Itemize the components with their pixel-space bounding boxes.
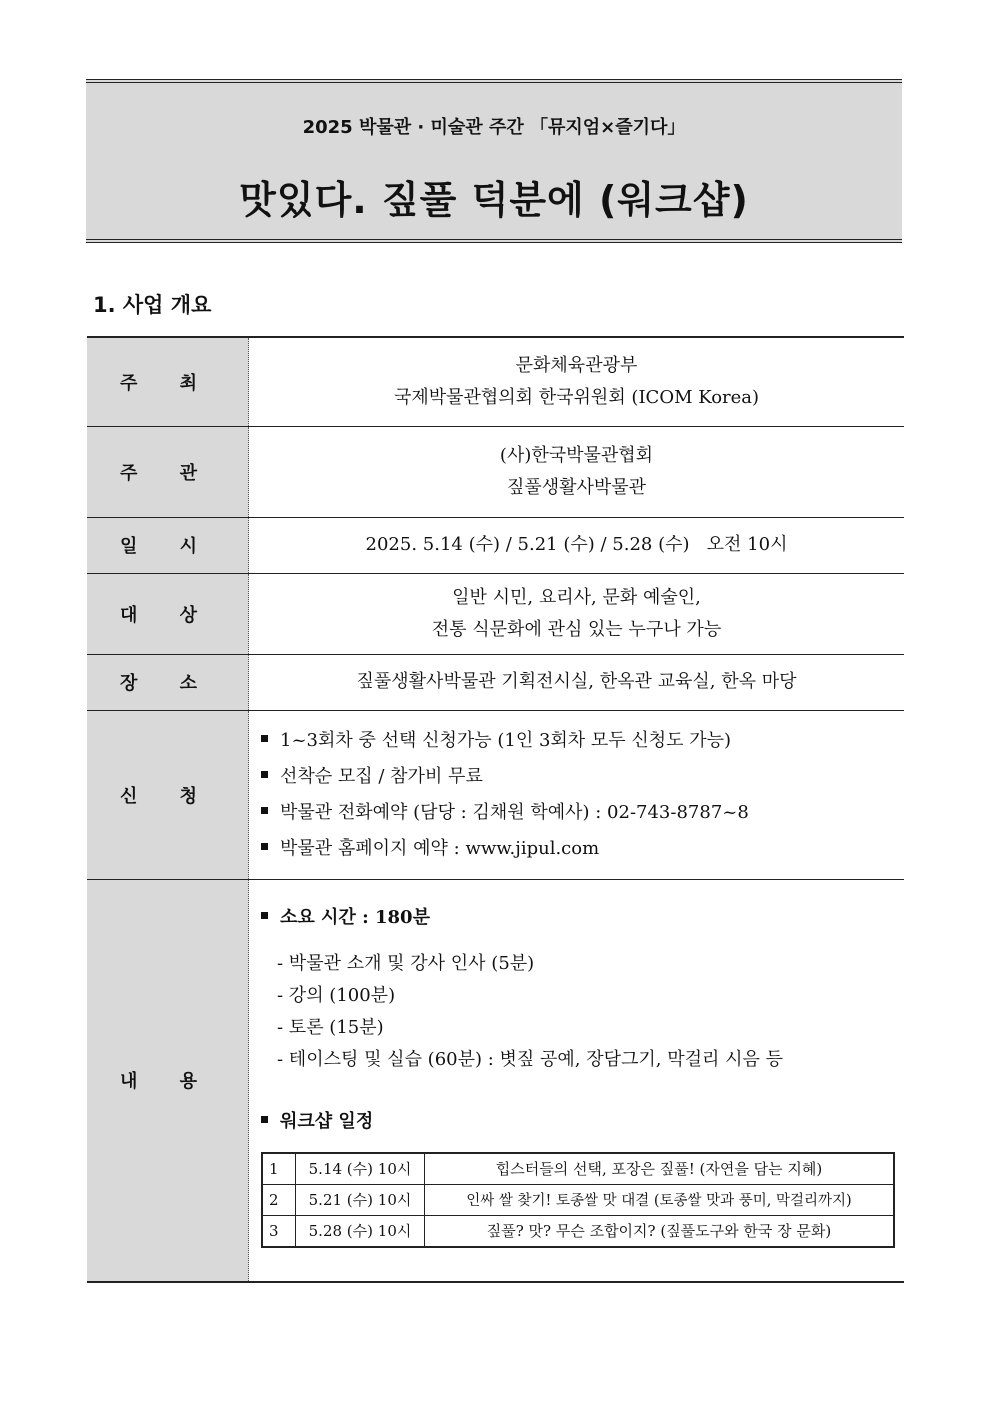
row-place (87, 654, 904, 710)
label-place: 장 소 (87, 654, 249, 710)
apply-item (249, 795, 904, 831)
apply-item-text: 박물관 전화예약 (담당 : 김채원 학예사) : 02-743-8787~8 (280, 801, 749, 823)
schedule-table (261, 1152, 895, 1248)
value-apply (249, 710, 905, 879)
target-line: 전통 식문화에 관심 있는 누구나 가능 (431, 618, 722, 640)
target-line: 일반 시민, 요리사, 문화 예술인, (452, 586, 701, 608)
schedule-no: 3 (262, 1215, 296, 1247)
program-part: - 강의 (100분) (277, 984, 396, 1006)
schedule-no: 1 (262, 1153, 296, 1185)
label-organizer: 주 관 (87, 426, 249, 517)
program-part: - 토론 (15분) (277, 1016, 384, 1038)
row-organizer (87, 426, 904, 517)
label-content: 내 용 (87, 879, 249, 1282)
value-content (249, 879, 905, 1282)
duration-text: 소요 시간 : 180분 (280, 906, 430, 928)
label-date: 일 시 (87, 517, 249, 573)
value-host (249, 337, 905, 426)
bullet-square-icon (261, 912, 268, 919)
schedule-date: 5.28 (수) 10시 (296, 1215, 425, 1247)
label-target: 대 상 (87, 573, 249, 654)
duration-item (249, 900, 904, 936)
schedule-heading (249, 1104, 904, 1140)
apply-item (249, 759, 904, 795)
value-place: 짚풀생활사박물관 기획전시실, 한옥관 교육실, 한옥 마당 (356, 671, 797, 692)
row-date (87, 517, 904, 573)
row-target (87, 573, 904, 654)
page-title: 맛있다. 짚풀 덕분에 (워크샵) (239, 178, 749, 222)
value-date: 2025. 5.14 (수) / 5.21 (수) / 5.28 (수) 오전 10시 (365, 534, 788, 555)
apply-item (249, 723, 904, 759)
row-apply (87, 710, 904, 879)
schedule-no: 2 (262, 1184, 296, 1215)
schedule-date: 5.21 (수) 10시 (296, 1184, 425, 1215)
schedule-row (262, 1184, 894, 1215)
host-line: 문화체육관광부 (515, 354, 638, 376)
schedule-topic: 힙스터들의 선택, 포장은 짚풀! (자연을 담는 지혜) (425, 1153, 895, 1185)
schedule-row (262, 1215, 894, 1247)
schedule-row (262, 1153, 894, 1185)
bullet-square-icon (261, 807, 268, 814)
schedule-topic: 인싸 쌀 찾기! 토종쌀 맛 대결 (토종쌀 맛과 풍미, 막걸리까지) (425, 1184, 895, 1215)
organizer-line: 짚풀생활사박물관 (506, 476, 647, 498)
program-part: - 박물관 소개 및 강사 인사 (5분) (277, 952, 535, 974)
bullet-square-icon (261, 1116, 268, 1123)
schedule-heading-text: 워크샵 일정 (280, 1110, 374, 1132)
overview-table (87, 336, 904, 1283)
label-apply: 신 청 (87, 710, 249, 879)
value-target (249, 573, 905, 654)
apply-item (249, 831, 904, 867)
organizer-line: (사)한국박물관협회 (499, 444, 654, 466)
row-content (87, 879, 904, 1282)
bullet-square-icon (261, 771, 268, 778)
title-box (86, 79, 902, 243)
schedule-date: 5.14 (수) 10시 (296, 1153, 425, 1185)
apply-item-text: 박물관 홈페이지 예약 : www.jipul.com (280, 837, 600, 859)
row-host (87, 337, 904, 426)
apply-item-text: 선착순 모집 / 참가비 무료 (280, 765, 483, 787)
host-line: 국제박물관협의회 한국위원회 (ICOM Korea) (393, 386, 760, 408)
apply-item-text: 1~3회차 중 선택 신청가능 (1인 3회차 모두 신청도 가능) (280, 729, 732, 751)
event-subtitle: 2025 박물관 · 미술관 주간 「뮤지엄×즐기다」 (302, 117, 686, 138)
schedule-topic: 짚풀? 맛? 무슨 조합이지? (짚풀도구와 한국 장 문화) (425, 1215, 895, 1247)
program-part: - 테이스팅 및 실습 (60분) : 볏짚 공예, 장담그기, 막걸리 시음 등 (277, 1048, 784, 1070)
bullet-square-icon (261, 735, 268, 742)
bullet-square-icon (261, 843, 268, 850)
section-heading: 1. 사업 개요 (93, 293, 212, 317)
value-organizer (249, 426, 905, 517)
label-host: 주 최 (87, 337, 249, 426)
